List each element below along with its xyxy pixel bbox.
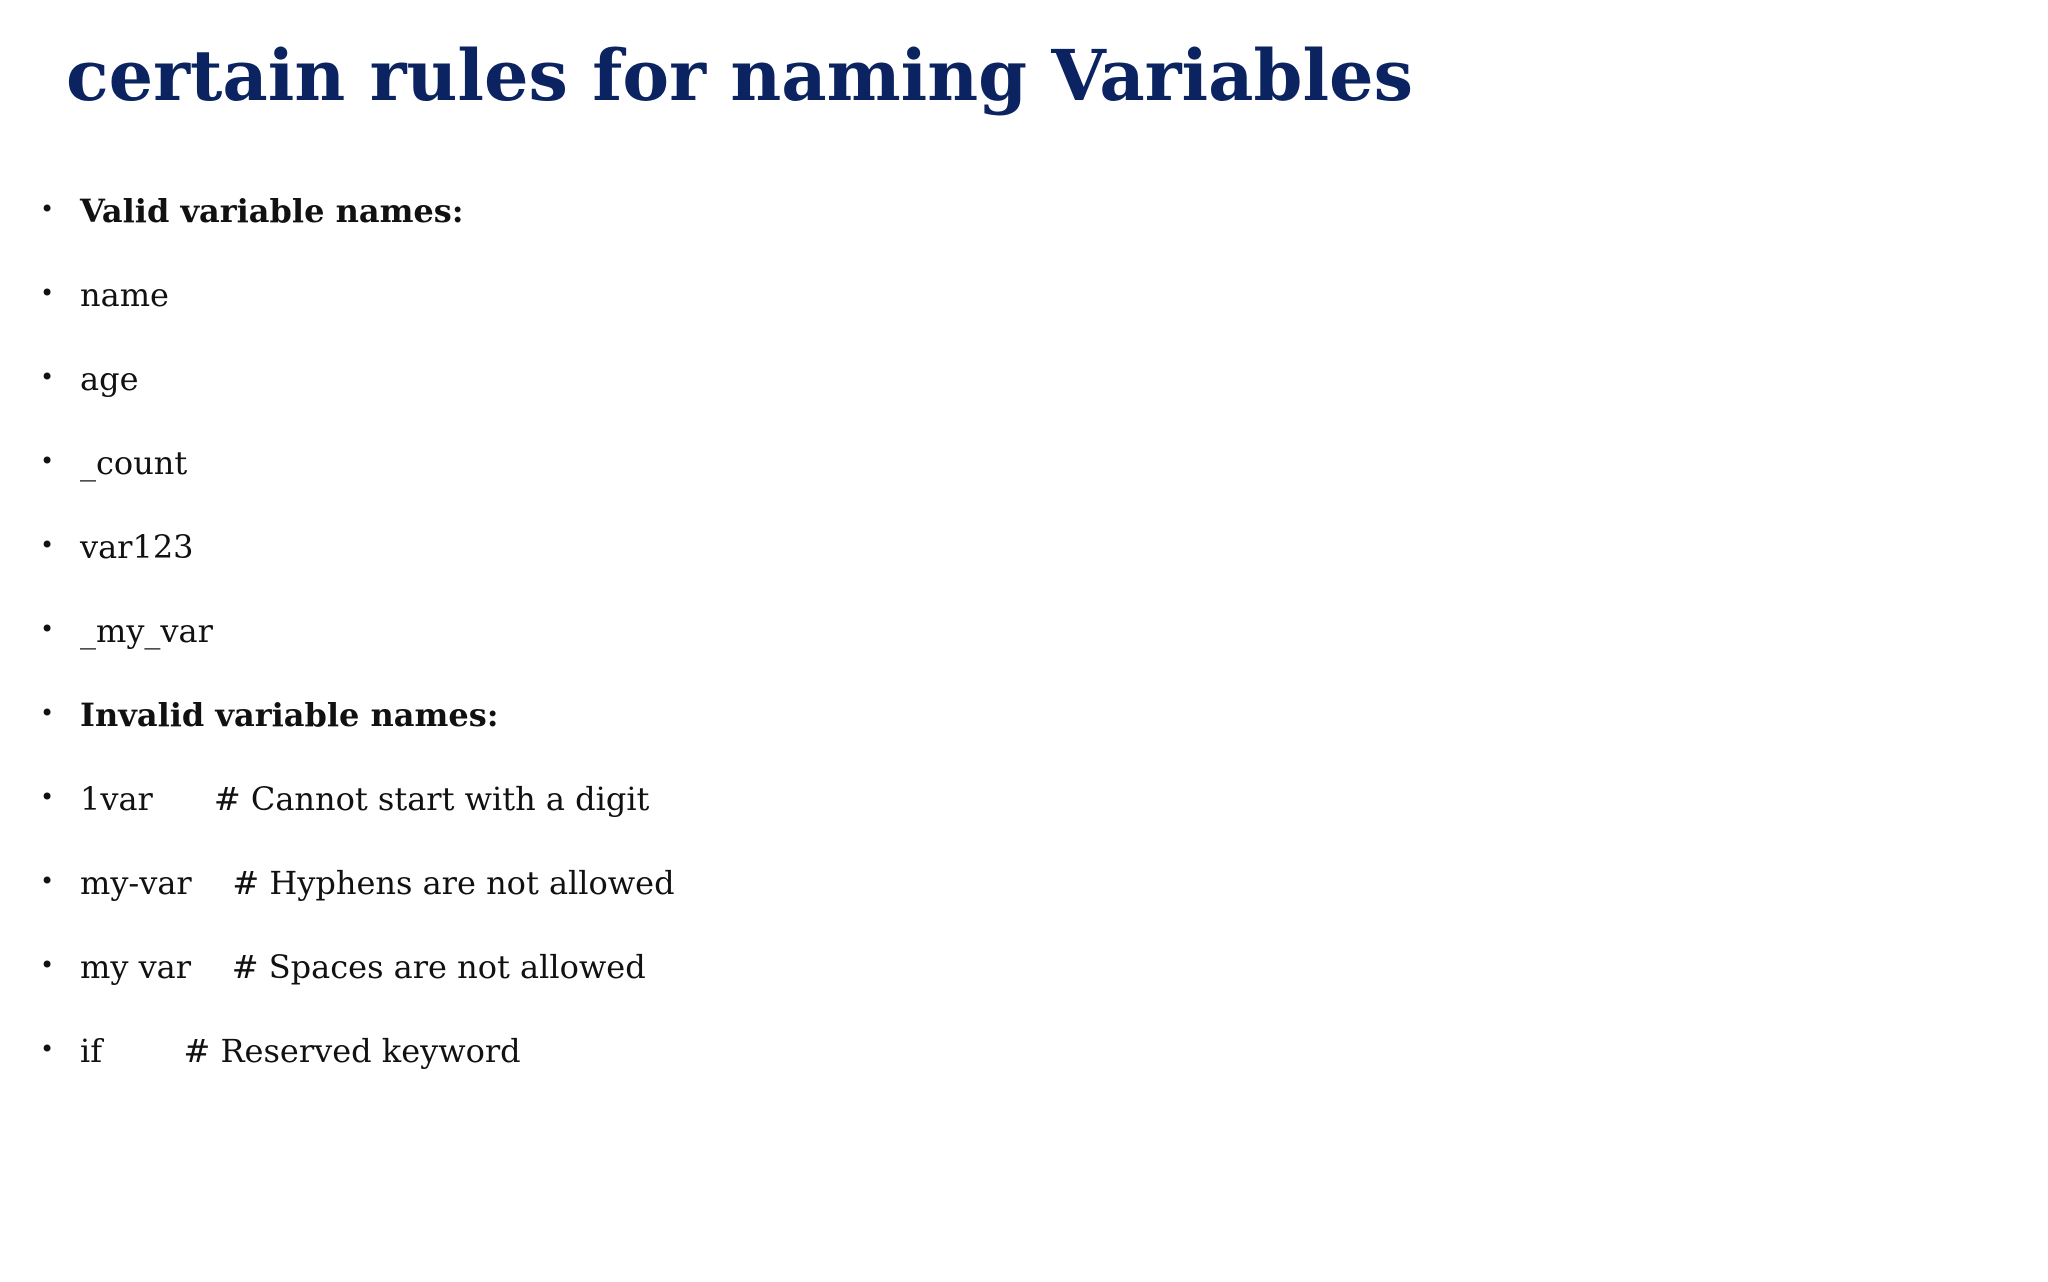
list-item (40, 262, 169, 346)
bullet-icon: • (40, 363, 55, 391)
bullet-icon: • (40, 195, 55, 223)
list-item-text: var123 (80, 528, 194, 566)
bullet-icon: • (40, 867, 55, 895)
bullet-list (40, 178, 675, 1102)
list-item-text: _my_var (80, 612, 213, 650)
list-item-text: if # Reserved keyword (80, 1032, 521, 1070)
bullet-icon: • (40, 1035, 55, 1063)
list-item-text: 1var # Cannot start with a digit (80, 780, 650, 818)
list-item (40, 1018, 521, 1102)
slide-title: certain rules for naming Variables (66, 34, 1413, 117)
list-item (40, 934, 646, 1018)
bullet-icon: • (40, 783, 55, 811)
list-item-text: age (80, 360, 139, 398)
list-item (40, 682, 499, 766)
bullet-icon: • (40, 699, 55, 727)
valid-names-heading: Valid variable names: (80, 192, 464, 230)
list-item (40, 850, 675, 934)
bullet-icon: • (40, 447, 55, 475)
list-item (40, 766, 650, 850)
list-item (40, 346, 139, 430)
bullet-icon: • (40, 951, 55, 979)
list-item (40, 514, 194, 598)
list-item (40, 430, 188, 514)
invalid-names-heading: Invalid variable names: (80, 696, 499, 734)
list-item-text: _count (80, 444, 188, 482)
list-item-text: name (80, 276, 169, 314)
list-item (40, 598, 213, 682)
list-item-text: my-var # Hyphens are not allowed (80, 864, 675, 902)
bullet-icon: • (40, 279, 55, 307)
list-item-text: my var # Spaces are not allowed (80, 948, 646, 986)
bullet-icon: • (40, 615, 55, 643)
bullet-icon: • (40, 531, 55, 559)
list-item (40, 178, 464, 262)
